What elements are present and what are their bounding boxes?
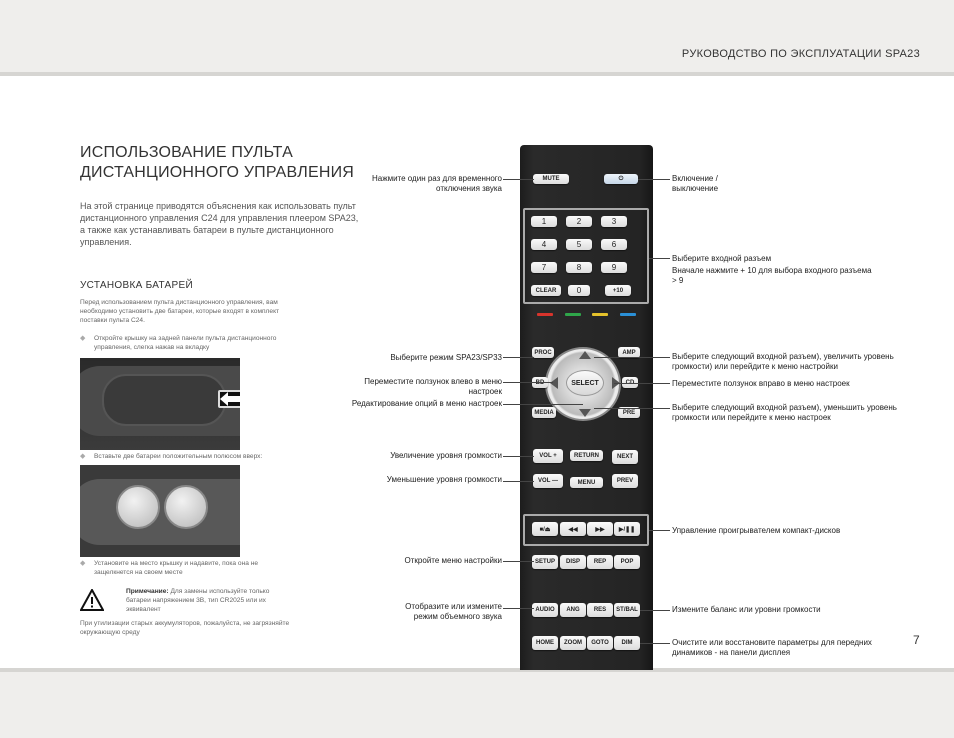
callout-prev-input: Выберите следующий входной разъем), уменьшить уровень громкости или перейдите к меню настроек [672, 403, 897, 422]
callout-input-note: Вначале нажмите + 10 для выбора входного разъема > 9 [672, 266, 872, 285]
prev-button[interactable]: PREV [612, 474, 638, 488]
batteries-title: УСТАНОВКА БАТАРЕЙ [80, 280, 193, 291]
menu-button[interactable]: MENU [570, 477, 603, 488]
footer-divider [0, 668, 954, 672]
callout-edit: Редактирование опций в меню настроек [351, 399, 502, 408]
rewind-button[interactable]: ◀◀ [560, 522, 586, 536]
dim-button[interactable]: DIM [614, 636, 640, 650]
digit-4-button[interactable]: 4 [531, 239, 557, 250]
digit-0-button[interactable]: 0 [568, 285, 590, 296]
arrow-down-icon[interactable] [579, 409, 591, 417]
pop-button[interactable]: POP [614, 555, 640, 569]
goto-button[interactable]: GOTO [587, 636, 613, 650]
warning-icon [80, 589, 104, 611]
digit-3-button[interactable]: 3 [601, 216, 627, 227]
section-title: ИСПОЛЬЗОВАНИЕ ПУЛЬТА ДИСТАНЦИОННОГО УПРАВЛЕНИЯ [80, 144, 355, 181]
callout-mute: Нажмите один раз для временного отключения звука [371, 174, 502, 193]
callout-mode: Выберите режим SPA23/SP33 [390, 353, 502, 362]
callout-input: Выберите входной разъем [672, 254, 772, 263]
page-number: 7 [913, 633, 920, 647]
callout-surround: Отобразите или измените режим объемного звука [405, 602, 502, 621]
st-bal-button[interactable]: ST/BAL [614, 603, 640, 617]
callout-cd: Управление проигрывателем компакт-дисков [672, 526, 841, 535]
battery-cell-icon [116, 485, 160, 529]
zoom-button[interactable]: ZOOM [560, 636, 586, 650]
digit-2-button[interactable]: 2 [566, 216, 592, 227]
batteries-photo [80, 465, 240, 557]
yellow-key[interactable] [592, 313, 608, 316]
battery-step-2: ◆ Вставьте две батареи положительным полюсом вверх: [80, 453, 263, 460]
ang-button[interactable]: ANG [560, 603, 586, 617]
arrow-left-icon[interactable] [550, 377, 558, 389]
amp-button[interactable]: AMP [618, 347, 640, 358]
diamond-icon: ◆ [80, 453, 86, 460]
fast-forward-button[interactable]: ▶▶ [587, 522, 613, 536]
callout-vol-up: Увеличение уровня громкости [390, 451, 502, 460]
callout-setup: Откройте меню настройки [404, 556, 502, 565]
vol-up-button[interactable]: VOL + [533, 449, 563, 463]
callout-slider-left: Переместите ползунок влево в меню настроек [364, 377, 502, 396]
power-button[interactable]: ⏻ [604, 174, 638, 184]
digit-1-button[interactable]: 1 [531, 216, 557, 227]
res-button[interactable]: RES [587, 603, 613, 617]
batteries-intro: Перед использованием пульта дистанционного управления, вам необходимо установить две батареи, которые входят в комплект поставки пульта C24. [80, 299, 280, 324]
audio-button[interactable]: AUDIO [532, 603, 558, 617]
digit-9-button[interactable]: 9 [601, 262, 627, 273]
battery-step-1: ◆ Откройте крышку на задней панели пульта дистанционного управления, слегка нажав на вкладку [80, 335, 277, 351]
callout-dim: Очистите или восстановите параметры для передних динамиков - на панели дисплея [672, 638, 872, 657]
callout-next-input: Выберите следующий входной разъем), увеличить уровень громкости) или перейдите к меню настройки [672, 352, 894, 371]
disp-button[interactable]: DISP [560, 555, 586, 569]
callout-power: Включение / выключение [672, 174, 719, 193]
next-button[interactable]: NEXT [612, 450, 638, 464]
battery-cover [102, 374, 226, 426]
rep-button[interactable]: REP [587, 555, 613, 569]
play-pause-button[interactable]: ▶/❚❚ [614, 522, 640, 536]
home-button[interactable]: HOME [532, 636, 558, 650]
clear-button[interactable]: CLEAR [531, 285, 561, 296]
battery-cell-icon [164, 485, 208, 529]
media-button[interactable]: MEDIA [532, 407, 556, 418]
header-divider [0, 72, 954, 76]
blue-key[interactable] [620, 313, 636, 316]
digit-5-button[interactable]: 5 [566, 239, 592, 250]
arrow-left-icon [218, 390, 240, 408]
stop-eject-button[interactable]: ■/⏏ [532, 522, 558, 536]
section-intro: На этой странице приводятся объяснения как использовать пульт дистанционного управления C24 для управления плеером SPA23, а также как устанавливать батареи в пульте дистанционного управления. [80, 201, 359, 247]
vol-down-button[interactable]: VOL — [533, 474, 563, 488]
diamond-icon: ◆ [80, 560, 86, 567]
arrow-up-icon[interactable] [579, 351, 591, 359]
battery-step-3: ◆ Установите на место крышку и надавите, пока она не защелкнется на своем месте [80, 560, 259, 576]
mute-button[interactable]: MUTE [533, 174, 569, 184]
pre-button[interactable]: PRE [618, 407, 640, 418]
red-key[interactable] [537, 313, 553, 316]
header-title: РУКОВОДСТВО ПО ЭКСПЛУАТАЦИИ SPA23 [681, 48, 920, 60]
select-button[interactable]: SELECT [566, 370, 604, 396]
digit-6-button[interactable]: 6 [601, 239, 627, 250]
digit-7-button[interactable]: 7 [531, 262, 557, 273]
callout-balance: Измените баланс или уровни громкости [672, 605, 821, 614]
disposal-note: При утилизации старых аккумуляторов, пожалуйста, не загрязняйте окружающую среду [80, 620, 290, 636]
green-key[interactable] [565, 313, 581, 316]
plus10-button[interactable]: +10 [605, 285, 631, 296]
setup-button[interactable]: SETUP [532, 555, 558, 569]
diamond-icon: ◆ [80, 335, 86, 342]
callout-slider-right: Переместите ползунок вправо в меню настроек [672, 379, 850, 388]
digit-8-button[interactable]: 8 [566, 262, 592, 273]
return-button[interactable]: RETURN [570, 450, 603, 461]
remote-back-photo [80, 358, 240, 450]
callout-vol-down: Уменьшение уровня громкости [386, 475, 502, 484]
battery-note: Примечание: Для замены используйте только батареи напряжением 3В, тип CR2025 или их эквивалент [126, 588, 270, 613]
proc-button[interactable]: PROC [532, 347, 554, 358]
